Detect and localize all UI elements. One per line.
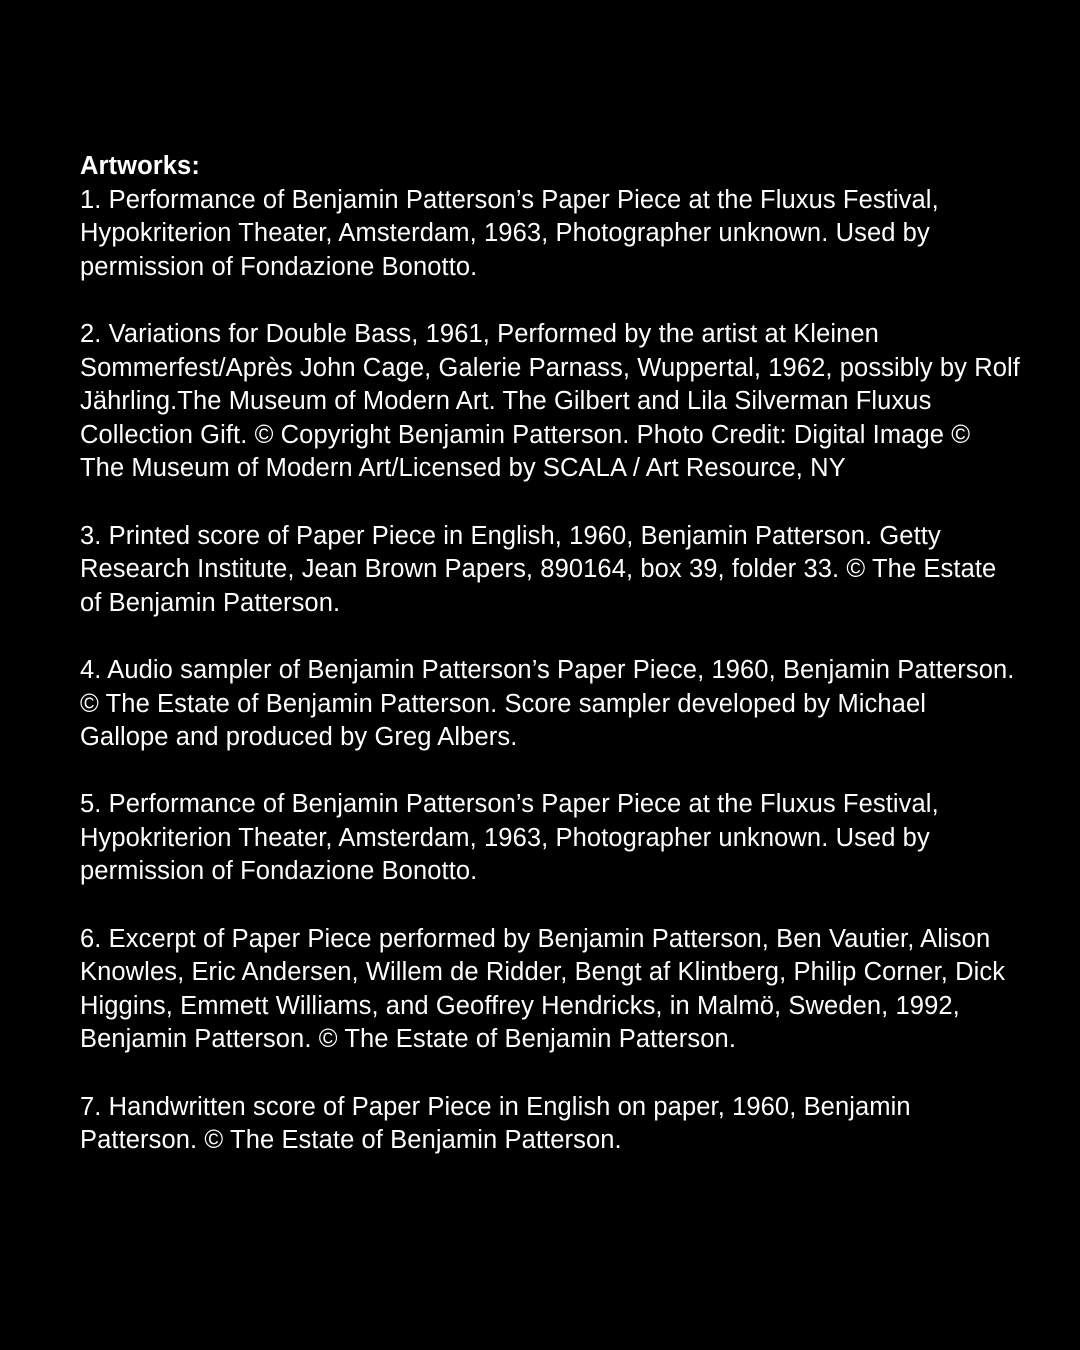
credit-entry-1: 1. Performance of Benjamin Patterson’s Paper Piece at the Fluxus Festival, Hypokriterion Theater, Amsterdam, 1963, Photographer unknown. Used by permission of Fondazione Bonotto.: [80, 185, 939, 281]
credits-heading: Artworks:: [80, 152, 200, 180]
credit-entry-6: 6. Excerpt of Paper Piece performed by Benjamin Patterson, Ben Vautier, Alison Knowles, Eric Andersen, Willem de Ridder, Bengt af Klintberg, Philip Corner, Dick Higgins, Emmett Williams, and Geoffrey Hendricks, in Malmö, Sweden, 1992, Benjamin Patterson. © The Estate of Benjamin Patterson.: [80, 924, 1006, 1054]
credit-entry-7: 7. Handwritten score of Paper Piece in English on paper, 1960, Benjamin Patterson. © The Estate of Benjamin Patterson.: [80, 1092, 911, 1155]
credit-entry-5: 5. Performance of Benjamin Patterson’s Paper Piece at the Fluxus Festival, Hypokriterion Theater, Amsterdam, 1963, Photographer unknown. Used by permission of Fondazione Bonotto.: [80, 790, 939, 886]
credit-entry-3: 3. Printed score of Paper Piece in English, 1960, Benjamin Patterson. Getty Research Institute, Jean Brown Papers, 890164, box 39, folder 33. © The Estate of Benjamin Patterson.: [80, 521, 997, 617]
credit-entry-2: 2. Variations for Double Bass, 1961, Performed by the artist at Kleinen Sommerfest/Après John Cage, Galerie Parnass, Wuppertal, 1962, possibly by Rolf Jährling.The Museum of Modern Art. The Gilbert and Lila Silverman Fluxus Collection Gift. © Copyright Benjamin Patterson. Photo Credit: Digital Image © The Museum of Modern Art/Licensed by SCALA / Art Resource, NY: [80, 319, 1020, 483]
credit-entry-4: 4. Audio sampler of Benjamin Patterson’s Paper Piece, 1960, Benjamin Patterson. © The Estate of Benjamin Patterson. Score sampler developed by Michael Gallope and produced by Greg Albers.: [80, 655, 1015, 752]
artwork-credits: [80, 150, 1020, 1158]
